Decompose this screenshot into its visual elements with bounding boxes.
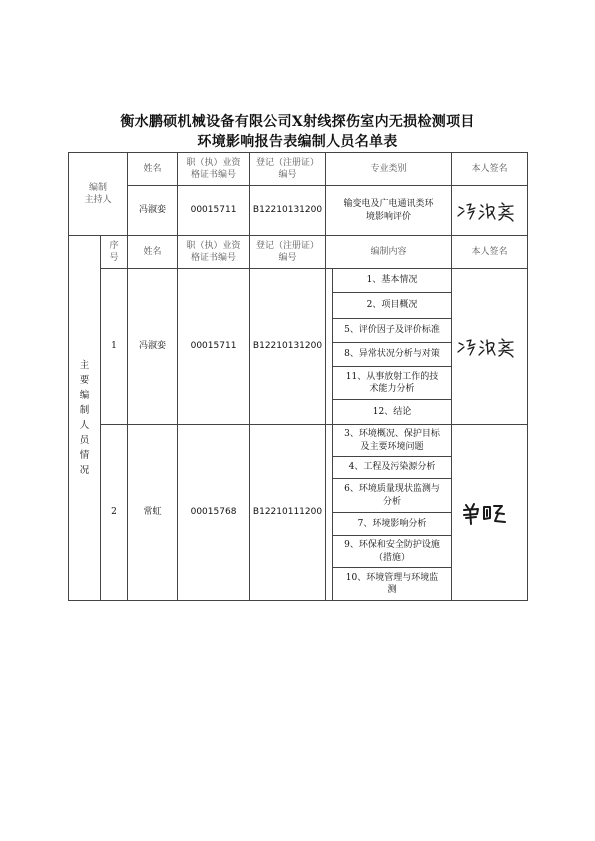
staff-header-reg: 登记（注册证） 编号 <box>250 236 326 269</box>
member-1-signature <box>452 269 528 425</box>
member-2-task: 9、环保和安全防护设施 （措施） <box>333 536 452 568</box>
table-row <box>69 269 528 293</box>
member-2-seq: 2 <box>101 425 128 601</box>
chief-signature-handwriting <box>455 199 525 223</box>
chief-header-category: 专业类别 <box>326 153 452 186</box>
member-1-task: 5、评价因子及评价标准 <box>333 319 452 343</box>
chief-reg-number: B12210131200 <box>250 186 326 236</box>
member-1-task: 8、异常状况分析与对策 <box>333 343 452 367</box>
staff-header-row <box>69 236 528 269</box>
staff-section-label <box>69 236 101 601</box>
chief-header-name: 姓名 <box>128 153 178 186</box>
member-1-task: 12、结论 <box>333 400 452 425</box>
chief-name: 冯淑娈 <box>128 186 178 236</box>
document-title-line-2: 环境影响报告表编制人员名单表 <box>197 134 398 150</box>
member-1-reg-number: B12210131200 <box>250 269 326 425</box>
member-1-signature-handwriting <box>455 335 525 359</box>
staff-header-signature: 本人签名 <box>452 236 528 269</box>
member-2-task: 6、环境质量现状监测与 分析 <box>333 479 452 513</box>
member-1-name: 冯淑娈 <box>128 269 178 425</box>
member-1-task: 2、项目概况 <box>333 293 452 319</box>
staff-section-label-text: 主要编制人员情况 <box>79 360 90 476</box>
staff-header-name: 姓名 <box>128 236 178 269</box>
member-2-signature <box>452 425 528 601</box>
table-row <box>69 425 528 457</box>
chief-header-signature: 本人签名 <box>452 153 528 186</box>
member-1-cert-number: 00015711 <box>178 269 250 425</box>
member-1-seq: 1 <box>101 269 128 425</box>
member-2-cert-number: 00015768 <box>178 425 250 601</box>
member-1-task: 1、基本情况 <box>333 269 452 293</box>
chief-row <box>69 186 528 236</box>
member-2-task: 3、环境概况、保护目标 及主要环境问题 <box>333 425 452 457</box>
personnel-table <box>68 152 528 601</box>
chief-header-reg: 登记（注册证） 编号 <box>250 153 326 186</box>
member-2-name: 常虹 <box>128 425 178 601</box>
member-1-task: 11、从事放射工作的技 术能力分析 <box>333 367 452 400</box>
member-2-reg-number: B12210111200 <box>250 425 326 601</box>
chief-section-label: 编制 主持人 <box>69 153 128 236</box>
member-2-task: 7、环境影响分析 <box>333 513 452 536</box>
staff-header-seq: 序 号 <box>101 236 128 269</box>
chief-header-cert: 职（执）业资 格证书编号 <box>178 153 250 186</box>
chief-header-row <box>69 153 528 186</box>
document-title-line-1: 衡水鹏硕机械设备有限公司X射线探伤室内无损检测项目 <box>120 114 475 130</box>
member-2-task: 10、环境管理与环境监 测 <box>333 568 452 601</box>
member-2-signature-handwriting <box>460 500 520 526</box>
chief-cert-number: 00015711 <box>178 186 250 236</box>
staff-header-cert: 职（执）业资 格证书编号 <box>178 236 250 269</box>
chief-category: 输变电及广电通讯类环 境影响评价 <box>326 186 452 236</box>
chief-signature <box>452 186 528 236</box>
member-2-task: 4、工程及污染源分析 <box>333 457 452 479</box>
staff-header-content: 编制内容 <box>326 236 452 269</box>
